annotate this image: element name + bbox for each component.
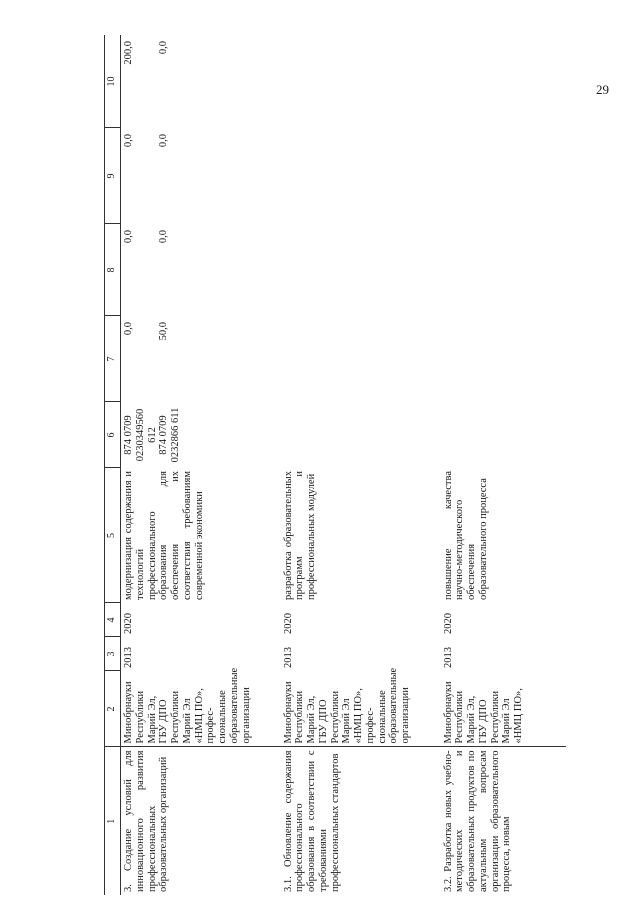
cell-text: 2013: [442, 647, 454, 668]
table-cell: [121, 402, 281, 468]
col-header-2: 2: [105, 671, 121, 747]
cell-text: модернизация содержания и технологий профессионального образования для обеспечения их соответствия требованиям современной экономики: [123, 471, 205, 600]
cell-text: Марий Эл,: [306, 695, 317, 744]
cell-text: Республики: [170, 690, 181, 744]
col-header-6: 6: [105, 402, 121, 468]
table-cell: [121, 637, 281, 671]
col-header-9: 9: [105, 128, 121, 224]
table-cell: [121, 747, 281, 895]
col-header-3: 3: [105, 637, 121, 671]
table-cell: [281, 35, 441, 128]
cell-text: 2020: [442, 613, 454, 634]
table-row: [281, 35, 441, 895]
cell-text: 0,0: [158, 134, 170, 148]
cell-text: образовательные: [228, 667, 240, 744]
table-cell: [121, 316, 281, 402]
table-cell: [441, 128, 566, 224]
table-cell: [121, 603, 281, 637]
col-header-10: 10: [105, 35, 121, 128]
table-cell: [121, 468, 281, 603]
col-header-4: 4: [105, 603, 121, 637]
column-number-row: [105, 35, 121, 895]
cell-text: [147, 41, 159, 125]
cell-text: 0,0: [123, 134, 134, 148]
cell-text: 0,0: [123, 322, 134, 336]
program-table: [104, 35, 566, 895]
cell-text: ГБУ ДПО: [477, 699, 489, 744]
cell-text: 0,0: [123, 230, 134, 244]
cell-text: Республики: [329, 690, 341, 744]
table-cell: [121, 667, 281, 747]
table-cell: [281, 637, 441, 671]
col-header-5: 5: [105, 468, 121, 603]
table-cell: [441, 402, 566, 468]
cell-text: ГБУ ДПО: [158, 699, 170, 744]
cell-text: Республики: [454, 690, 466, 744]
landscape-table-wrapper: [104, 35, 639, 895]
col-header-8: 8: [105, 224, 121, 316]
col-header-7: 7: [105, 316, 121, 402]
cell-text: «НМЦ ПО»,: [193, 688, 205, 744]
cell-text: 0,0: [158, 230, 170, 244]
cell-text: образовательные: [388, 667, 400, 744]
cell-text: повышение качества научно-методического обеспечения образовательного процесса: [442, 471, 489, 600]
cell-text: 2013: [123, 647, 134, 668]
cell-text: [135, 41, 147, 125]
cell-text: 3.1. Обновление содержания профессионального образования в соответствии с требованиями профессиональных стандартов: [282, 750, 341, 892]
cell-text: 0230349560: [134, 408, 146, 462]
cell-text: Марий Эл: [501, 698, 513, 744]
table-cell: [121, 35, 281, 128]
table-cell: [441, 224, 566, 316]
table-cell: [121, 128, 281, 224]
table-cell: [281, 747, 441, 895]
cell-text: 2013: [282, 647, 294, 668]
cell-text: организации: [240, 687, 252, 744]
col-header-1: 1: [105, 747, 121, 895]
cell-text: 2020: [282, 613, 294, 634]
table-cell: [441, 468, 566, 603]
cell-text: 874 0709: [158, 415, 170, 455]
cell-text: Минобрнауки: [123, 681, 134, 744]
cell-text: разработка образовательных программ и профессиональных модулей: [282, 471, 317, 600]
cell-text: 3.2. Разработка новых учебно-методических и образовательных продуктов по актуальным вопросам организации образовательного процесса, новым: [442, 750, 513, 892]
page-number: 29: [596, 82, 609, 97]
cell-text: сиональные: [217, 690, 228, 744]
cell-text: [135, 322, 147, 399]
table-row: [121, 35, 281, 895]
cell-text: «НМЦ ПО»,: [513, 688, 524, 744]
cell-text: Республики: [134, 690, 146, 744]
table-cell: [441, 316, 566, 402]
table-cell: [281, 316, 441, 402]
cell-text: 0232866 611: [170, 407, 181, 463]
cell-text: Минобрнауки: [282, 681, 294, 744]
cell-text: сиональные: [376, 690, 388, 744]
cell-text: [135, 230, 147, 313]
cell-text: Республики: [489, 690, 501, 744]
table-cell: [441, 35, 566, 128]
table-cell: [121, 224, 281, 316]
cell-text: [135, 134, 147, 221]
cell-text: Республики: [294, 690, 306, 744]
cell-text: [147, 322, 159, 399]
cell-text: 200,0: [123, 41, 134, 65]
table-cell: [281, 667, 441, 747]
cell-text: Марий Эл,: [146, 695, 158, 744]
cell-text: [147, 230, 159, 313]
cell-text: «НМЦ ПО»,: [353, 688, 364, 744]
table-cell: [281, 128, 441, 224]
table-row: [441, 35, 566, 895]
cell-text: Марий Эл: [341, 698, 353, 744]
table-cell: [281, 468, 441, 603]
cell-text: профес-: [364, 707, 376, 744]
table-cell: [441, 671, 566, 747]
table-cell: [441, 603, 566, 637]
cell-text: 0,0: [158, 41, 170, 55]
cell-text: Минобрнауки: [442, 681, 454, 744]
cell-text: организации: [400, 687, 411, 744]
table-cell: [441, 637, 566, 671]
table-cell: [281, 603, 441, 637]
table-cell: [281, 224, 441, 316]
cell-text: [147, 134, 159, 221]
cell-text: 874 0709: [123, 415, 134, 455]
cell-text: профес-: [205, 707, 217, 744]
cell-text: 2020: [123, 613, 134, 634]
cell-text: 3. Создание условий для инновационного развития профессиональных образовательных организаций: [123, 750, 170, 892]
cell-text: Марий Эл,: [466, 695, 477, 744]
cell-text: 612: [146, 427, 158, 443]
table-cell: [281, 402, 441, 468]
cell-text: Марий Эл: [181, 698, 193, 744]
rotated-sheet: [104, 35, 639, 895]
table-cell: [441, 747, 566, 895]
cell-text: 50,0: [158, 322, 170, 341]
cell-text: ГБУ ДПО: [317, 699, 329, 744]
